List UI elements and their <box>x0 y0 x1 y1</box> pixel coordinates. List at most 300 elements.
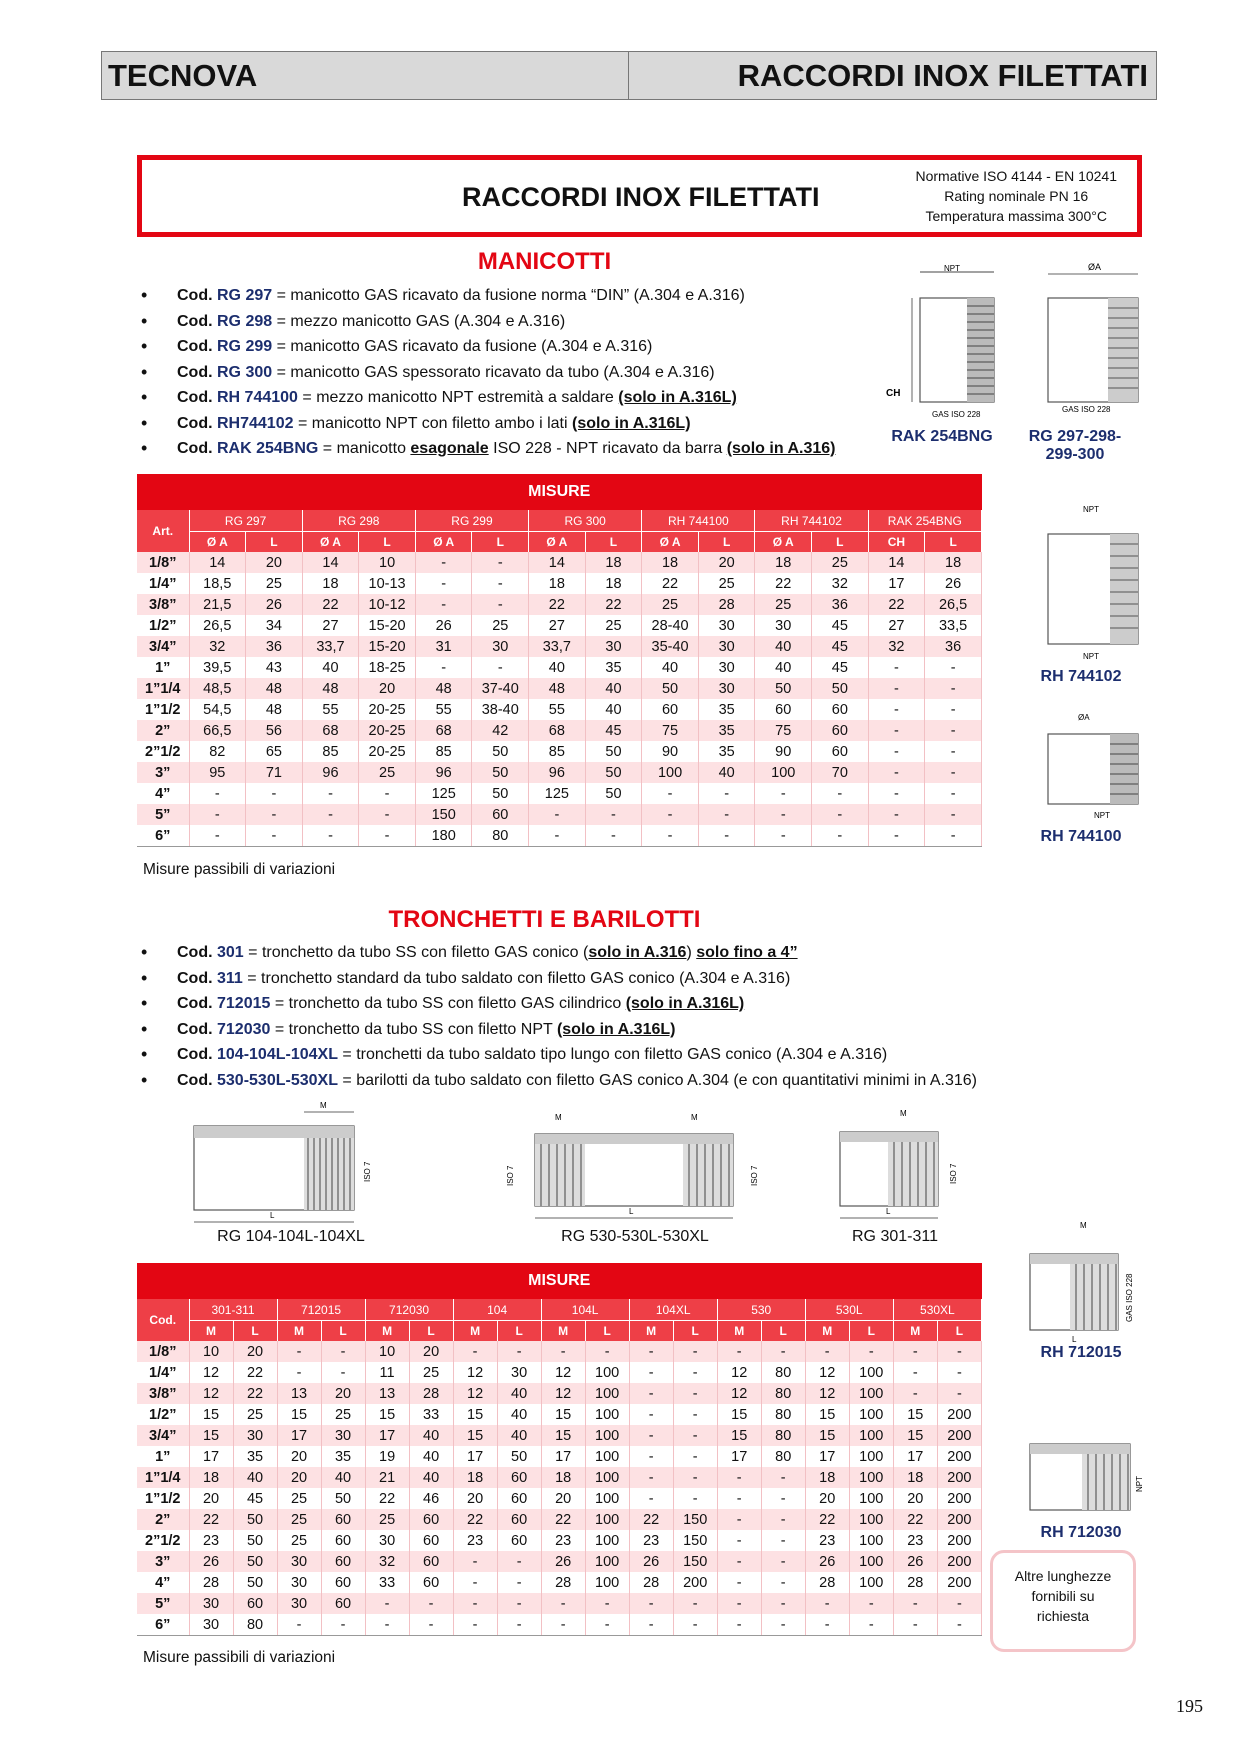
value-cell: 15 <box>717 1425 761 1446</box>
item-text: = manicotto GAS ricavato da fusione norma “DIN” (A.304 e A.316) <box>272 287 745 304</box>
value-cell: 40 <box>497 1383 541 1404</box>
value-cell: 22 <box>755 573 812 594</box>
value-cell: 35 <box>698 741 755 762</box>
value-cell: 22 <box>585 594 642 615</box>
value-cell: 12 <box>189 1362 233 1383</box>
value-cell: 25 <box>277 1530 321 1551</box>
value-cell: - <box>189 783 246 804</box>
item-code: RG 299 <box>217 338 273 355</box>
group-header: 104L <box>541 1299 629 1321</box>
value-cell: 23 <box>189 1530 233 1551</box>
table-row <box>137 552 982 573</box>
value-cell: - <box>453 1572 497 1593</box>
value-cell: - <box>453 1551 497 1572</box>
value-cell: 35 <box>698 699 755 720</box>
item-code: 712030 <box>217 1020 271 1038</box>
value-cell: - <box>585 1614 629 1636</box>
value-cell: 30 <box>277 1593 321 1614</box>
group-header: 530XL <box>893 1299 981 1321</box>
value-cell: - <box>302 825 359 847</box>
value-cell: 200 <box>937 1551 981 1572</box>
sub-header: Ø A <box>189 532 246 553</box>
value-cell: 75 <box>642 720 699 741</box>
caption-rh-712030: RH 712030 <box>1040 1524 1122 1541</box>
size-cell: 1/4” <box>137 1362 189 1383</box>
table-row <box>137 1467 982 1488</box>
value-cell: 18-25 <box>359 657 416 678</box>
gas-label: GAS ISO 228 <box>1062 405 1111 414</box>
value-cell: - <box>472 552 529 573</box>
value-cell: 71 <box>246 762 303 783</box>
sub-header: M <box>189 1321 233 1342</box>
value-cell: 22 <box>541 1509 585 1530</box>
value-cell: 25 <box>321 1404 365 1425</box>
value-cell: 35 <box>233 1446 277 1467</box>
value-cell: 15 <box>717 1404 761 1425</box>
other-lengths-line: fornibili su <box>1031 1588 1095 1604</box>
value-cell: 40 <box>585 678 642 699</box>
value-cell: 40 <box>642 657 699 678</box>
item-pre: Cod. <box>177 969 217 987</box>
sub-header: L <box>497 1321 541 1342</box>
size-cell: 1/2” <box>137 615 189 636</box>
value-cell: - <box>472 657 529 678</box>
a-label: ØA <box>1078 713 1090 722</box>
value-cell: 32 <box>189 636 246 657</box>
sub-header-row <box>137 532 982 553</box>
value-cell: 40 <box>529 657 586 678</box>
value-cell: - <box>629 1383 673 1404</box>
rg-301-drawing <box>832 1106 972 1226</box>
item-bu: (solo in A.316L) <box>625 995 745 1012</box>
value-cell: - <box>302 783 359 804</box>
section-title-manicotti: MANICOTTI <box>477 248 612 275</box>
value-cell: 17 <box>868 573 925 594</box>
item-text: = barilotti da tubo saldato con filetto GAS conico A.304 (e con quantitativi minimi in A.316) <box>337 1071 977 1089</box>
value-cell: 40 <box>497 1425 541 1446</box>
value-cell: 25 <box>277 1509 321 1530</box>
banner-norms <box>915 166 1117 226</box>
value-cell: 100 <box>849 1383 893 1404</box>
value-cell: - <box>302 804 359 825</box>
size-cell: 1” <box>137 1446 189 1467</box>
value-cell: 23 <box>805 1530 849 1551</box>
value-cell: 100 <box>585 1446 629 1467</box>
value-cell: - <box>629 1614 673 1636</box>
value-cell: - <box>937 1341 981 1362</box>
item-text: = manicotto NPT con filetto ambo i lati <box>293 414 572 432</box>
list-item <box>137 1017 977 1043</box>
value-cell: 18 <box>585 573 642 594</box>
value-cell: 20 <box>409 1341 453 1362</box>
value-cell: 60 <box>321 1530 365 1551</box>
value-cell: 20 <box>277 1446 321 1467</box>
caption-rh-744100: RH 744100 <box>1040 828 1122 845</box>
sub-header-row <box>137 1321 982 1342</box>
value-cell: 14 <box>189 552 246 573</box>
banner-title: RACCORDI INOX FILETTATI <box>462 182 820 212</box>
caption-rg-104: RG 104-104L-104XL <box>217 1228 365 1245</box>
value-cell: 20 <box>698 552 755 573</box>
value-cell: 68 <box>529 720 586 741</box>
size-cell: 1”1/4 <box>137 1467 189 1488</box>
value-cell: 15 <box>541 1404 585 1425</box>
value-cell: 95 <box>189 762 246 783</box>
value-cell: 60 <box>409 1509 453 1530</box>
value-cell: 48 <box>246 699 303 720</box>
value-cell: 25 <box>277 1488 321 1509</box>
item-bu: esagonale <box>410 440 489 457</box>
value-cell: 20 <box>541 1488 585 1509</box>
value-cell: - <box>415 594 472 615</box>
value-cell: 100 <box>585 1425 629 1446</box>
value-cell: - <box>629 1593 673 1614</box>
item-code: 530-530L-530XL <box>217 1071 338 1089</box>
value-cell: 30 <box>189 1614 233 1636</box>
value-cell: 30 <box>277 1551 321 1572</box>
table-title: MISURE <box>137 1263 982 1299</box>
value-cell: 33,7 <box>529 636 586 657</box>
list-item <box>137 436 835 462</box>
value-cell: - <box>673 1341 717 1362</box>
value-cell: 22 <box>805 1509 849 1530</box>
m-label: M <box>1080 1221 1087 1230</box>
value-cell: 68 <box>302 720 359 741</box>
value-cell: - <box>717 1467 761 1488</box>
size-cell: 1”1/2 <box>137 1488 189 1509</box>
header-title: RACCORDI INOX FILETTATI <box>737 58 1148 93</box>
size-cell: 4” <box>137 783 189 804</box>
value-cell: 35 <box>321 1446 365 1467</box>
sub-header: M <box>277 1321 321 1342</box>
size-cell: 1” <box>137 657 189 678</box>
table-title: MISURE <box>137 474 982 510</box>
value-cell: - <box>893 1341 937 1362</box>
value-cell: 37-40 <box>472 678 529 699</box>
value-cell: 100 <box>585 1383 629 1404</box>
value-cell: 28 <box>189 1572 233 1593</box>
value-cell: 12 <box>541 1362 585 1383</box>
value-cell: 100 <box>755 762 812 783</box>
group-header: RH 744102 <box>755 510 868 532</box>
value-cell: - <box>642 783 699 804</box>
sub-header: M <box>893 1321 937 1342</box>
value-cell: - <box>849 1614 893 1636</box>
item-text2: ISO 228 - NPT ricavato da barra <box>488 440 727 457</box>
value-cell: 30 <box>233 1425 277 1446</box>
group-header: RG 297 <box>189 510 302 532</box>
value-cell: - <box>472 573 529 594</box>
item-pre: Cod. <box>177 995 217 1012</box>
value-cell: 200 <box>673 1572 717 1593</box>
value-cell: 60 <box>233 1593 277 1614</box>
value-cell: 40 <box>497 1404 541 1425</box>
item-bu: solo in A.316 <box>588 944 687 961</box>
value-cell: - <box>849 1341 893 1362</box>
sub-header: Ø A <box>529 532 586 553</box>
value-cell: 66,5 <box>189 720 246 741</box>
value-cell: 50 <box>585 783 642 804</box>
value-cell: - <box>893 1593 937 1614</box>
table-row <box>137 1446 982 1467</box>
npt-label: NPT <box>1083 505 1099 514</box>
value-cell: - <box>937 1614 981 1636</box>
group-header: 712015 <box>277 1299 365 1321</box>
a-label: ØA <box>1088 262 1102 272</box>
value-cell: 30 <box>277 1572 321 1593</box>
sub-header: L <box>937 1321 981 1342</box>
value-cell: 30 <box>472 636 529 657</box>
size-cell: 1”1/4 <box>137 678 189 699</box>
item-pre: Cod. <box>177 338 217 355</box>
value-cell: 17 <box>277 1425 321 1446</box>
value-cell: 50 <box>642 678 699 699</box>
value-cell: - <box>937 1362 981 1383</box>
value-cell: - <box>755 825 812 847</box>
value-cell: 50 <box>233 1530 277 1551</box>
value-cell: 40 <box>409 1467 453 1488</box>
value-cell: 12 <box>189 1383 233 1404</box>
item-pre: Cod. <box>177 944 217 961</box>
sub-header: L <box>585 1321 629 1342</box>
rak-254bng-drawing <box>872 262 1002 422</box>
value-cell: 48 <box>415 678 472 699</box>
value-cell: 23 <box>893 1530 937 1551</box>
value-cell: - <box>925 783 982 804</box>
size-cell: 3/8” <box>137 1383 189 1404</box>
value-cell: - <box>868 783 925 804</box>
sub-header: L <box>849 1321 893 1342</box>
value-cell: - <box>246 825 303 847</box>
value-cell: 36 <box>812 594 869 615</box>
value-cell: 26 <box>629 1551 673 1572</box>
rg-297-drawing <box>1020 262 1150 422</box>
value-cell: 150 <box>673 1509 717 1530</box>
value-cell: 200 <box>937 1572 981 1593</box>
value-cell: 40 <box>755 636 812 657</box>
value-cell: 60 <box>409 1530 453 1551</box>
value-cell: 20 <box>453 1488 497 1509</box>
value-cell: - <box>189 825 246 847</box>
item-bu: (solo in A.316L) <box>572 414 691 432</box>
value-cell: - <box>189 804 246 825</box>
title-banner <box>137 155 1142 237</box>
list-item <box>137 1042 977 1068</box>
value-cell: 50 <box>472 741 529 762</box>
manicotti-table <box>137 474 982 847</box>
value-cell: 13 <box>277 1383 321 1404</box>
sub-header: L <box>812 532 869 553</box>
npt-label: NPT <box>1135 1476 1144 1492</box>
value-cell: - <box>698 825 755 847</box>
value-cell: - <box>761 1551 805 1572</box>
value-cell: 30 <box>189 1593 233 1614</box>
item-text: = tronchetto standard da tubo saldato con filetto GAS conico (A.304 e A.316) <box>242 969 791 987</box>
value-cell: 12 <box>541 1383 585 1404</box>
item-code: 712015 <box>217 995 271 1012</box>
value-cell: - <box>359 804 416 825</box>
value-cell: 20 <box>893 1488 937 1509</box>
value-cell: 23 <box>541 1530 585 1551</box>
item-text: = tronchetto da tubo SS con filetto NPT <box>270 1020 557 1038</box>
value-cell: 22 <box>642 573 699 594</box>
value-cell: - <box>761 1530 805 1551</box>
value-cell: - <box>409 1593 453 1614</box>
value-cell: - <box>925 699 982 720</box>
value-cell: 26 <box>893 1551 937 1572</box>
value-cell: 50 <box>585 741 642 762</box>
npt-label: NPT <box>944 264 960 273</box>
value-cell: 96 <box>415 762 472 783</box>
value-cell: 48 <box>246 678 303 699</box>
value-cell: - <box>585 804 642 825</box>
item-text2: ) <box>686 944 697 961</box>
value-cell: - <box>717 1341 761 1362</box>
value-cell: - <box>805 1593 849 1614</box>
value-cell: 40 <box>233 1467 277 1488</box>
value-cell: - <box>497 1551 541 1572</box>
size-cell: 3” <box>137 1551 189 1572</box>
value-cell: 200 <box>937 1467 981 1488</box>
rh-744102-drawing <box>1028 504 1146 664</box>
size-cell: 2”1/2 <box>137 741 189 762</box>
table-row <box>137 1593 982 1614</box>
table-row <box>137 657 982 678</box>
value-cell: - <box>497 1593 541 1614</box>
table-row <box>137 1425 982 1446</box>
value-cell: - <box>673 1362 717 1383</box>
value-cell: 20 <box>321 1383 365 1404</box>
value-cell: 30 <box>365 1530 409 1551</box>
value-cell: 40 <box>321 1467 365 1488</box>
brand-name: TECNOVA <box>108 58 258 93</box>
size-cell: 1/2” <box>137 1404 189 1425</box>
group-header: 530L <box>805 1299 893 1321</box>
value-cell: - <box>761 1572 805 1593</box>
value-cell: 150 <box>673 1551 717 1572</box>
item-code: RG 297 <box>217 287 273 304</box>
value-cell: 28-40 <box>642 615 699 636</box>
value-cell: 45 <box>812 657 869 678</box>
m-label: M <box>691 1113 698 1122</box>
value-cell: 36 <box>925 636 982 657</box>
value-cell: - <box>868 720 925 741</box>
value-cell: 31 <box>415 636 472 657</box>
value-cell: - <box>755 804 812 825</box>
value-cell: 20-25 <box>359 699 416 720</box>
value-cell: 150 <box>415 804 472 825</box>
value-cell: - <box>761 1593 805 1614</box>
value-cell: - <box>365 1593 409 1614</box>
value-cell: - <box>849 1593 893 1614</box>
value-cell: 200 <box>937 1404 981 1425</box>
m-label: M <box>555 1113 562 1122</box>
value-cell: 45 <box>233 1488 277 1509</box>
value-cell: 30 <box>698 657 755 678</box>
value-cell: - <box>868 741 925 762</box>
sub-header: Ø A <box>302 532 359 553</box>
value-cell: 18,5 <box>189 573 246 594</box>
value-cell: 12 <box>805 1362 849 1383</box>
value-cell: - <box>321 1614 365 1636</box>
value-cell: 60 <box>497 1488 541 1509</box>
value-cell: 50 <box>755 678 812 699</box>
item-pre: Cod. <box>177 440 217 457</box>
caption-rg-297-line2: 299-300 <box>1045 446 1105 463</box>
rg-530-drawing <box>495 1110 775 1226</box>
table-row <box>137 573 982 594</box>
value-cell: 54,5 <box>189 699 246 720</box>
value-cell: 80 <box>472 825 529 847</box>
caption-rh-744102: RH 744102 <box>1040 668 1122 685</box>
table-row <box>137 615 982 636</box>
group-header: RAK 254BNG <box>868 510 981 532</box>
value-cell: 17 <box>541 1446 585 1467</box>
rh-712030-drawing <box>1020 1420 1146 1520</box>
sub-header: M <box>629 1321 673 1342</box>
value-cell: 45 <box>585 720 642 741</box>
value-cell: 11 <box>365 1362 409 1383</box>
value-cell: - <box>673 1404 717 1425</box>
sub-header: L <box>472 532 529 553</box>
value-cell: 30 <box>321 1425 365 1446</box>
value-cell: 28 <box>805 1572 849 1593</box>
sub-header: L <box>698 532 755 553</box>
item-bu: (solo in A.316L) <box>556 1020 676 1038</box>
value-cell: 17 <box>453 1446 497 1467</box>
item-pre: Cod. <box>177 1071 217 1089</box>
iso-label: ISO 7 <box>949 1163 958 1184</box>
size-cell: 3/8” <box>137 594 189 615</box>
sub-header: M <box>453 1321 497 1342</box>
value-cell: - <box>541 1341 585 1362</box>
item-pre: Cod. <box>177 312 217 330</box>
value-cell: 17 <box>805 1446 849 1467</box>
value-cell: - <box>805 1614 849 1636</box>
value-cell: - <box>585 1341 629 1362</box>
value-cell: - <box>673 1614 717 1636</box>
item-text: = manicotto GAS spessorato ricavato da tubo (A.304 e A.316) <box>272 363 715 381</box>
size-cell: 4” <box>137 1572 189 1593</box>
list-item <box>137 385 835 411</box>
sub-header: Ø A <box>642 532 699 553</box>
value-cell: 90 <box>642 741 699 762</box>
size-cell: 3” <box>137 762 189 783</box>
group-header-row <box>137 1299 982 1321</box>
value-cell: - <box>868 678 925 699</box>
value-cell: 18 <box>189 1467 233 1488</box>
value-cell: 15 <box>189 1404 233 1425</box>
value-cell: 48 <box>302 678 359 699</box>
value-cell: - <box>761 1509 805 1530</box>
l-label: L <box>1072 1335 1077 1344</box>
value-cell: - <box>453 1593 497 1614</box>
value-cell: - <box>529 804 586 825</box>
value-cell: 100 <box>585 1467 629 1488</box>
value-cell: - <box>868 762 925 783</box>
list-item <box>137 1068 977 1094</box>
group-header: 104 <box>453 1299 541 1321</box>
value-cell: 12 <box>453 1383 497 1404</box>
value-cell: - <box>673 1446 717 1467</box>
value-cell: - <box>642 804 699 825</box>
value-cell: 100 <box>849 1362 893 1383</box>
value-cell: 22 <box>893 1509 937 1530</box>
other-lengths-line: richiesta <box>1036 1608 1090 1624</box>
value-cell: 36 <box>246 636 303 657</box>
size-cell: 2” <box>137 1509 189 1530</box>
value-cell: - <box>277 1362 321 1383</box>
